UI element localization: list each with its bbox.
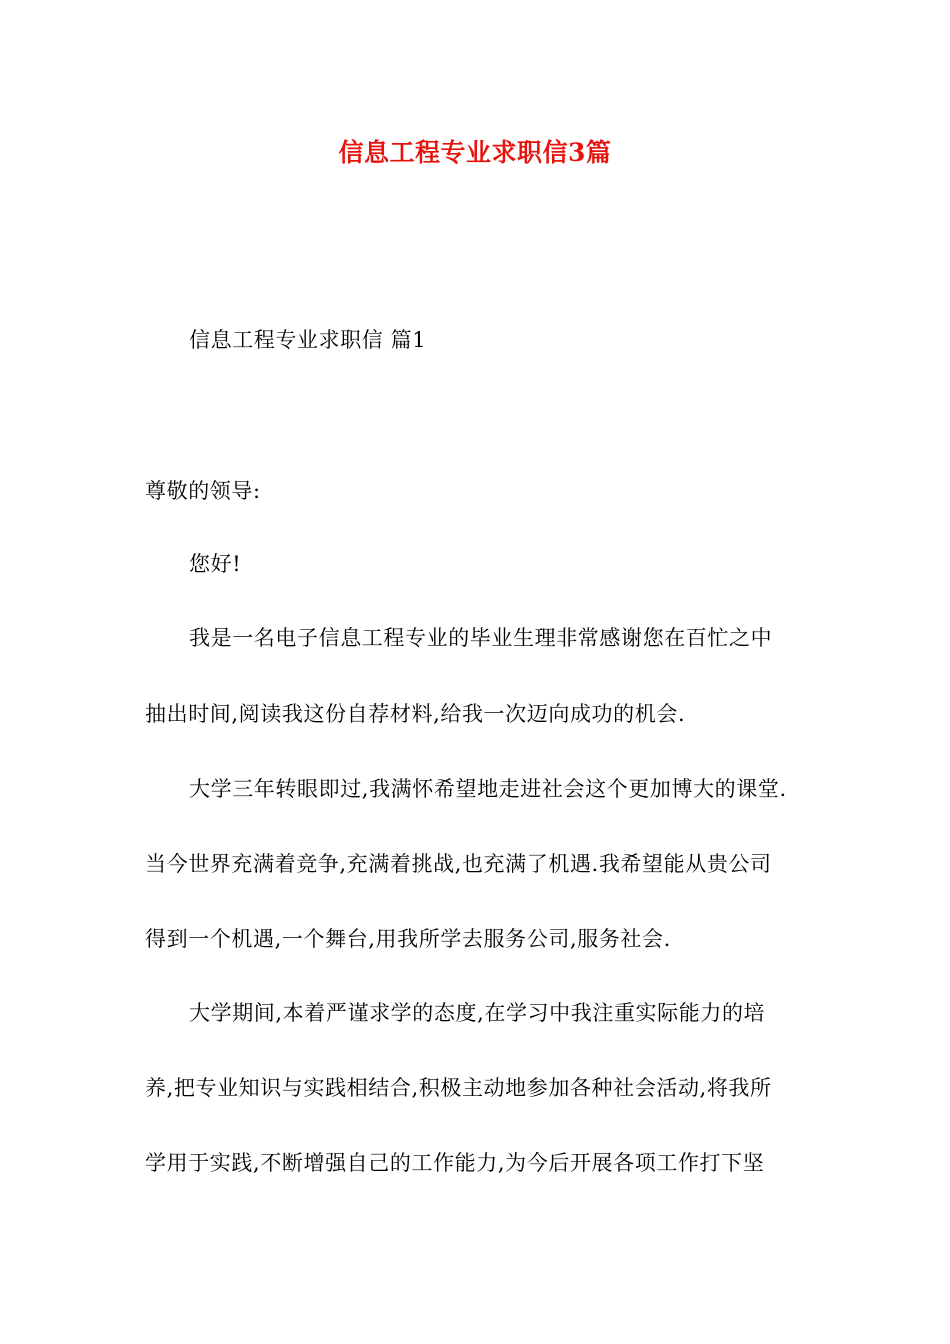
paragraph-line: 我是一名电子信息工程专业的毕业生理非常感谢您在百忙之中 (189, 626, 773, 650)
paragraph-line: 大学三年转眼即过,我满怀希望地走进社会这个更加博大的课堂. (189, 777, 787, 801)
paragraph-line: 得到一个机遇,一个舞台,用我所学去服务公司,服务社会. (145, 927, 671, 951)
salutation: 尊敬的领导: (145, 479, 261, 503)
greeting: 您好! (189, 552, 242, 576)
document-title: 信息工程专业求职信3篇 (338, 138, 612, 167)
paragraph-line: 学用于实践,不断增强自己的工作能力,为今后开展各项工作打下坚 (145, 1151, 765, 1175)
paragraph-line: 抽出时间,阅读我这份自荐材料,给我一次迈向成功的机会. (145, 702, 686, 726)
paragraph-line: 养,把专业知识与实践相结合,积极主动地参加各种社会活动,将我所 (145, 1076, 772, 1100)
paragraph-line: 大学期间,本着严谨求学的态度,在学习中我注重实际能力的培 (189, 1001, 766, 1025)
section-heading: 信息工程专业求职信 篇1 (189, 328, 427, 352)
paragraph-line: 当今世界充满着竞争,充满着挑战,也充满了机遇.我希望能从贵公司 (145, 852, 772, 876)
